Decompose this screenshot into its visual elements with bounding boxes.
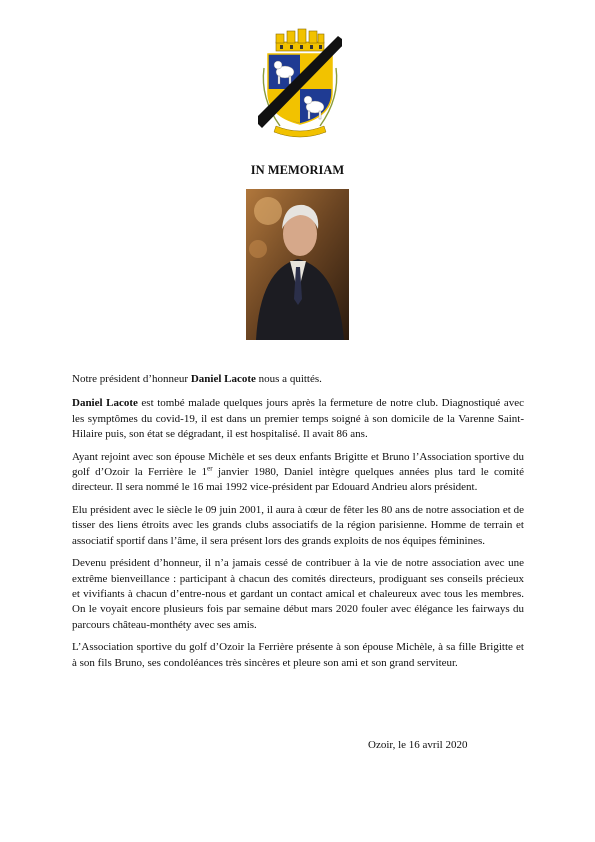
person-name: Daniel Lacote [190,373,256,385]
page-title: IN MEMORIAM [250,163,345,177]
motto-ribbon [274,126,326,137]
portrait-photo [246,189,349,340]
paragraph-presidency: Elu président avec le siècle le 09 juin 2001, il aura à cœur de fêter les 80 ans de notre association et de tisser des liens étroits avec les grands clubs associatifs de la région parisienne. Homme de terrain et associatif sportif dans l’âme, il sera présent lors des grands exploits de nos équipes féminines. [72,504,524,547]
crown-icon [276,29,324,51]
place-and-date: Ozoir, le 16 avril 2020 [368,739,468,751]
coat-of-arms-icon [258,28,342,140]
paragraph-history: Ayant rejoint avec son épouse Michèle et ses deux enfants Brigitte et Bruno l’Association sportive du golf d’Ozoir la Ferrière le 1er janvier 1980, Daniel intègre quelques années plus tard le comité directeur. Il sera nommé le 16 mai 1992 vice-président par Edouard Andrieu alors président. [72,450,524,494]
person-name: Daniel Lacote [72,397,138,410]
paragraph-honorary: Devenu président d’honneur, il n’a jamais cessé de contribuer à la vie de notre association avec une extrême bienveillance : participant à chacun des comités directeurs, prodiguant ses conseils précieux et vivifiants à chacun d’entre-nous et gardant un contact amical et chaleureux avec tous les membres. On le voyait encore plusieurs fois par semaine début mars 2020 fouler avec élégance les fairways du parcours château-monthéty avec ses amis. [72,557,524,631]
paragraph-intro: Notre président d’honneur Daniel Lacote nous a quittés. [72,373,322,385]
memorial-text [72,372,524,679]
paragraph-condolences: L’Association sportive du golf d’Ozoir la Ferrière présente à son épouse Michèle, à sa fille Brigitte et à son fils Bruno, ses condoléances très sincères et pleure son ami et son grand serviteur. [72,641,524,669]
paragraph-illness: Daniel Lacote est tombé malade quelques jours après la fermeture de notre club. Diagnostiqué avec les symptômes du covid-19, il est dans un premier temps soigné à son domicile de la Varenne Saint-Hilaire puis, son état se dégradant, il est hospitalisé. Il avait 86 ans. [72,397,524,440]
